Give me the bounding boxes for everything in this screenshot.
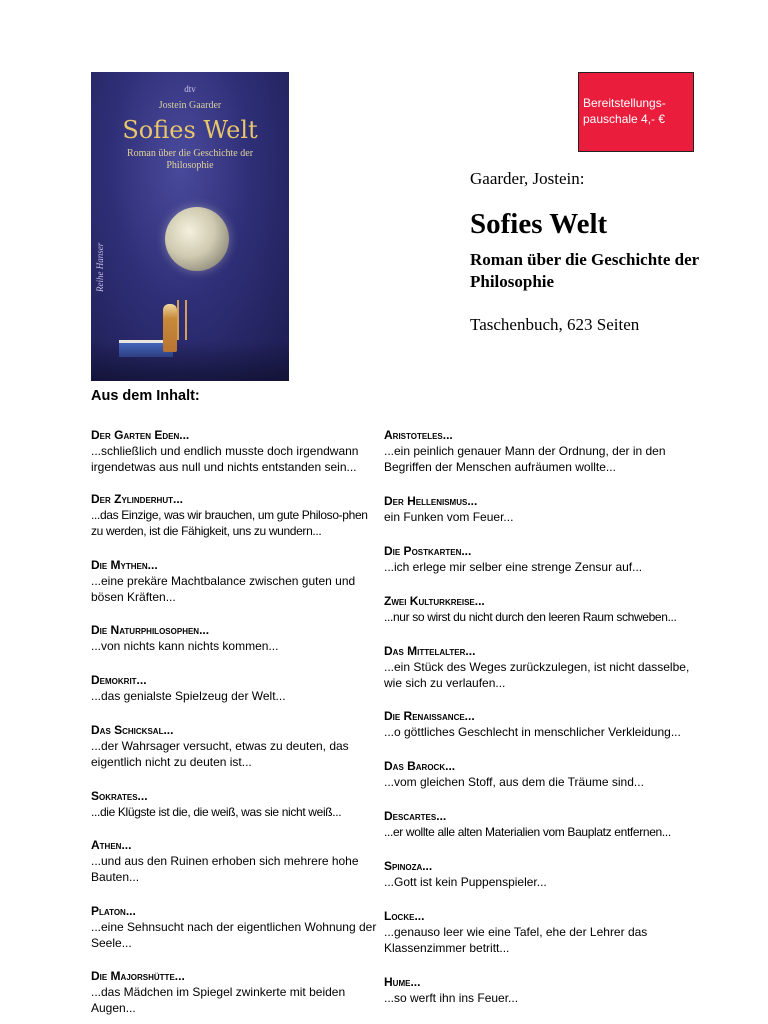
entry-text: ...ein Stück des Weges zurückzulegen, ist nicht dasselbe, wie sich zu verlaufen... (384, 660, 690, 690)
entry-text: ...vom gleichen Stoff, aus dem die Träume sind... (384, 775, 644, 789)
entry-text: ...Gott ist kein Puppenspieler... (384, 875, 547, 889)
contents-entry (91, 837, 381, 885)
entry-title: Der Hellenismus... (384, 494, 478, 508)
entry-title: Sokrates... (91, 789, 148, 803)
entry-text: ...und aus den Ruinen erhoben sich mehrere hohe Bauten... (91, 854, 359, 884)
entry-title: Hume... (384, 975, 421, 989)
entry-text: ...von nichts kann nichts kommen... (91, 639, 279, 653)
entry-title: Die Renaissance... (384, 709, 475, 723)
contents-entry (91, 788, 381, 820)
contents-entry (384, 543, 694, 575)
contents-entry (384, 908, 694, 956)
book-author: Gaarder, Jostein: (470, 169, 585, 188)
entry-title: Die Naturphilosophen... (91, 623, 210, 637)
contents-entry (384, 708, 694, 740)
entry-title: Die Postkarten... (384, 544, 472, 558)
entry-title: Athen... (91, 838, 132, 852)
contents-entry (384, 643, 694, 691)
contents-entry (384, 858, 694, 890)
entry-text: ...ein peinlich genauer Mann der Ordnung, der in den Begriffen der Menschen aufräumen wollte... (384, 444, 666, 474)
entry-title: Die Majorshütte... (91, 969, 185, 983)
entry-title: Demokrit... (91, 673, 147, 687)
cover-author: Jostein Gaarder (158, 100, 222, 111)
book-subtitle: Roman über die Geschichte der Philosophie (470, 250, 699, 291)
contents-entry (384, 974, 694, 1006)
entry-title: Der Zylinderhut... (91, 492, 183, 506)
contents-entry (91, 427, 381, 475)
contents-entry (384, 493, 694, 525)
cover-publisher: dtv (184, 84, 196, 94)
entry-title: Der Garten Eden... (91, 428, 190, 442)
contents-entry (384, 427, 694, 475)
entry-text: ...die Klügste ist die, die weiß, was sie nicht weiß... (91, 805, 342, 819)
entry-text: ein Funken vom Feuer... (384, 510, 514, 524)
entry-title: Die Mythen... (91, 558, 158, 572)
contents-entry (384, 808, 694, 840)
contents-entry (91, 557, 381, 605)
cover-series-label: Reihe Hanser (95, 242, 105, 292)
moon-illustration (165, 207, 229, 271)
entry-text: ...er wollte alle alten Materialien vom Bauplatz entfernen... (384, 825, 671, 839)
figure-illustration (163, 304, 177, 352)
contents-entry (91, 491, 381, 539)
entry-title: Platon... (91, 904, 136, 918)
entry-text: ...o göttliches Geschlecht in menschlicher Verkleidung... (384, 725, 681, 739)
entry-title: Descartes... (384, 809, 447, 823)
entry-text: ...das Mädchen im Spiegel zwinkerte mit beiden Augen... (91, 985, 346, 1015)
entry-text: ...eine prekäre Machtbalance zwischen guten und bösen Kräften... (91, 574, 356, 604)
entry-text: ...das genialste Spielzeug der Welt... (91, 689, 286, 703)
entry-text: ...eine Sehnsucht nach der eigentlichen Wohnung der Seele... (91, 920, 377, 950)
contents-heading: Aus dem Inhalt: (91, 388, 200, 404)
entry-text: ...schließlich und endlich musste doch irgendwann irgendetwas aus null und nichts entstanden sein... (91, 444, 359, 474)
entry-title: Spinoza... (384, 859, 433, 873)
entry-title: Aristoteles... (384, 428, 453, 442)
entry-text: ...das Einzige, was wir brauchen, um gute Philoso-phen zu werden, ist die Fähigkeit, uns zu wundern... (91, 508, 368, 538)
entry-text: ...ich erlege mir selber eine strenge Zensur auf... (384, 560, 643, 574)
cover-subtitle: Roman über die Geschichte der Philosophie (126, 148, 254, 171)
price-badge-text: Bereitstellungs-pauschale 4,- € (583, 96, 666, 126)
contents-entry (91, 622, 381, 654)
book-cover-image (91, 72, 289, 381)
entry-text: ...der Wahrsager versucht, etwas zu deuten, das eigentlich nicht zu deuten ist... (91, 739, 349, 769)
contents-entry (91, 722, 381, 770)
ladder-illustration (177, 300, 187, 340)
entry-title: Das Schicksal... (91, 723, 174, 737)
contents-entry (91, 903, 381, 951)
entry-title: Zwei Kulturkreise... (384, 594, 485, 608)
cover-title: Sofies Welt (122, 116, 258, 144)
entry-title: Das Barock... (384, 759, 456, 773)
entry-title: Locke... (384, 909, 425, 923)
contents-entry (384, 593, 694, 625)
contents-entry (384, 758, 694, 790)
book-format: Taschenbuch, 623 Seiten (470, 315, 640, 334)
entry-title: Das Mittelalter... (384, 644, 476, 658)
entry-text: ...so werft ihn ins Feuer... (384, 991, 519, 1005)
entry-text: ...genauso leer wie eine Tafel, ehe der Lehrer das Klassenzimmer betritt... (384, 925, 648, 955)
book-title: Sofies Welt (470, 208, 608, 240)
contents-entry (91, 672, 381, 704)
contents-entry (91, 968, 381, 1016)
price-badge (578, 72, 694, 152)
entry-text: ...nur so wirst du nicht durch den leeren Raum schweben... (384, 610, 677, 624)
